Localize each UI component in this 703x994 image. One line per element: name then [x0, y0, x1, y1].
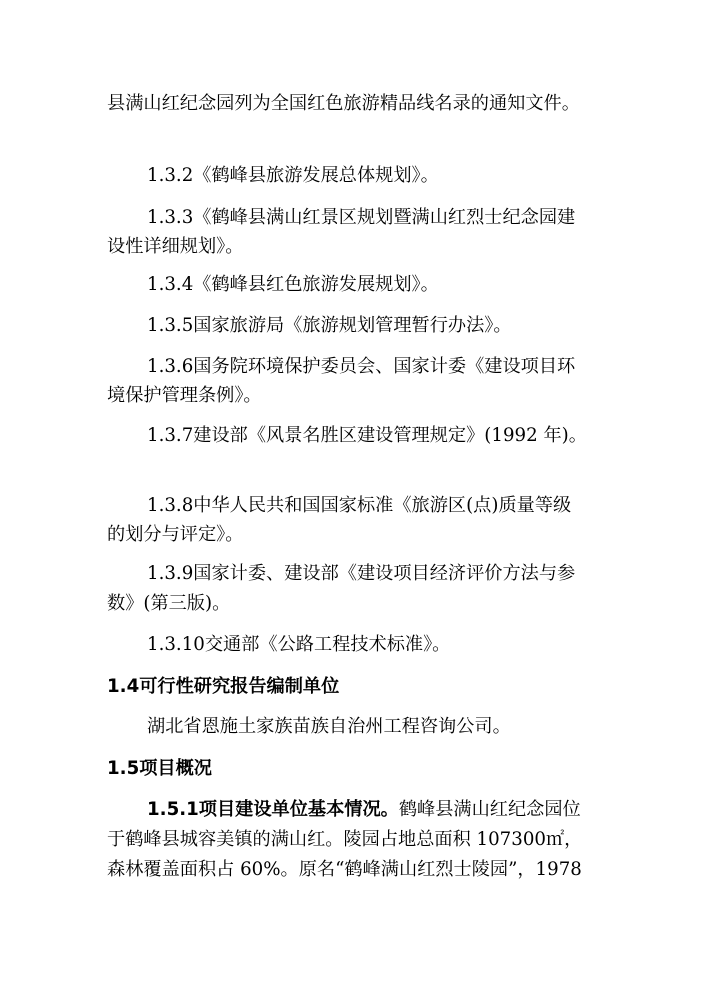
reference-item: 1.3.6国务院环境保护委员会、国家计委《建设项目环: [147, 356, 576, 377]
section-heading: 1.5项目概况: [107, 758, 212, 779]
reference-item: 1.3.5国家旅游局《旅游规划管理暂行办法》。: [147, 315, 512, 336]
reference-item: 1.3.7建设部《风景名胜区建设管理规定》(1992 年)。: [147, 425, 587, 446]
reference-item: 1.3.9国家计委、建设部《建设项目经济评价方法与参: [147, 563, 576, 584]
reference-item-continued: 的划分与评定》。: [107, 524, 244, 545]
paragraph-line: 湖北省恩施土家族苗族自治州工程咨询公司。: [147, 716, 511, 737]
reference-item: 1.3.4《鹤峰县红色旅游发展规划》。: [147, 274, 439, 295]
reference-item: 1.3.2《鹤峰县旅游发展总体规划》。: [147, 165, 439, 186]
reference-item: 1.3.10交通部《公路工程技术标准》。: [147, 634, 451, 655]
paragraph-line: 于鹤峰县城容美镇的满山红。陵园占地总面积 107300㎡，: [107, 829, 583, 850]
reference-item-continued: 数》(第三版)。: [107, 593, 231, 614]
reference-item-continued: 设性详细规划》。: [107, 236, 244, 257]
reference-item-continued: 境保护管理条例》。: [107, 385, 262, 406]
paragraph-line: [147, 797, 581, 823]
paragraph-line: 县满山红纪念园列为全国红色旅游精品线名录的通知文件。: [107, 93, 580, 114]
reference-item: 1.3.3《鹤峰县满山红景区规划暨满山红烈士纪念园建: [147, 207, 576, 228]
reference-item: 1.3.8中华人民共和国国家标准《旅游区(点)质量等级: [147, 495, 572, 516]
paragraph-text: 鹤峰县满山红纪念园位: [398, 799, 581, 820]
section-heading: 1.4可行性研究报告编制单位: [107, 676, 340, 697]
subsection-heading: 1.5.1项目建设单位基本情况。: [147, 799, 399, 820]
paragraph-line: 森林覆盖面积占 60%。原名“鹤峰满山红烈士陵园”，1978: [107, 859, 582, 880]
